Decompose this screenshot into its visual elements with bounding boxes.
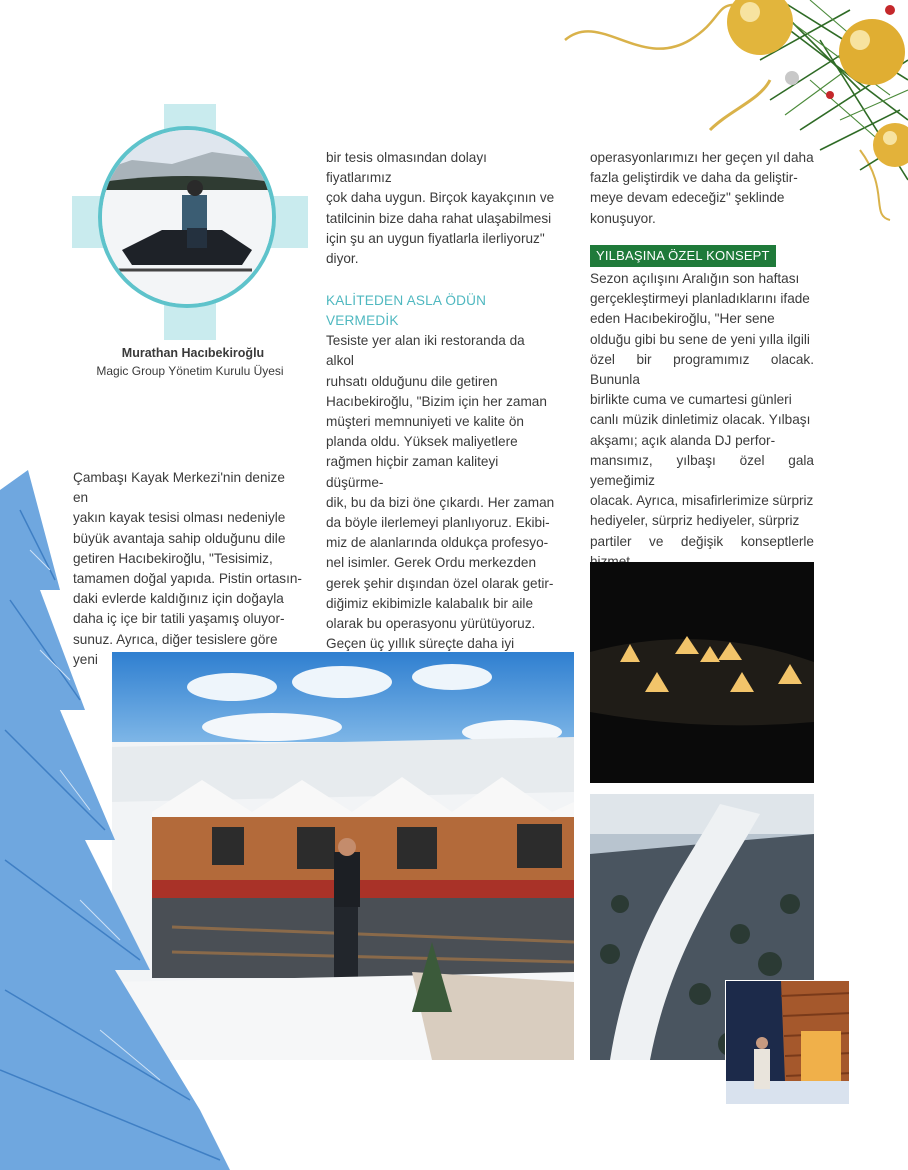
text-line: nel isimler. Gerek Ordu merkezden [326, 555, 537, 571]
text-line: diğimiz ekibimizle kalabalık bir aile [326, 595, 534, 611]
text-line: tamamen doğal yapıda. Pistin ortasın- [73, 571, 302, 587]
text-line: partiler ve değişik konseptlerle [590, 533, 814, 549]
text-line: getiren Hacıbekiroğlu, "Tesisimiz, [73, 550, 273, 566]
snowmobile-photo-illustration [102, 130, 272, 304]
text-line: gerçekleştirmeyi planladıklarını ifade [590, 291, 810, 307]
text-line: meye devam edeceğiz" şeklinde [590, 190, 785, 206]
text-line: olduğu gibi bu sene de yeni yılla ilgili [590, 331, 810, 347]
text-line: dik, bu da bizi öne çıkardı. Her zaman [326, 494, 555, 510]
guest-evening-photo [725, 980, 850, 1105]
text-line: rağmen hiçbir zaman kaliteyi düşürme- [326, 454, 499, 490]
text-line: fazla geliştirdik ve daha da geliştir- [590, 170, 798, 186]
text-line: daha iç içe bir tatili yaşamış oluyor- [73, 611, 285, 627]
profile-title: Magic Group Yönetim Kurulu Üyesi [96, 364, 284, 378]
night-cabins-photo [590, 562, 814, 783]
right-text-column [590, 148, 814, 592]
text-line: büyük avantaja sahip olduğunu dile [73, 530, 286, 546]
text-line: mansımız, yılbaşı özel gala yemeğimiz [590, 452, 814, 489]
text-line: ruhsatı olduğunu dile getiren [326, 373, 498, 389]
guest-evening-illustration [726, 981, 850, 1105]
text-line: operasyonlarımızı her geçen yıl daha [590, 150, 814, 165]
text-line: olarak bu operasyonu yürütüyoruz. [326, 616, 536, 632]
text-line: konuşuyor. [590, 210, 656, 226]
text-line: miz de alanlarında oldukça profesyo- [326, 535, 549, 551]
text-line: canlı müzik dinletimiz olacak. Yılbaşı [590, 412, 811, 428]
profile-photo [98, 126, 276, 308]
text-line: için şu an uygun fiyatlarla ilerliyoruz" [326, 230, 545, 246]
text-line: Geçen üç yıllık süreçte daha iyi [326, 636, 515, 652]
text-line: olacak. Ayrıca, misafirlerimize sürpriz [590, 493, 814, 509]
text-line: çok daha uygun. Birçok kayakçının ve [326, 190, 555, 206]
text-line: akşamı; açık alanda DJ perfor- [590, 432, 776, 448]
text-line: da böyle ilerlemeyi planlıyoruz. Ekibi- [326, 515, 550, 531]
night-cabins-illustration [590, 562, 814, 783]
text-line: özel bir programımız olacak. Bununla [590, 351, 814, 388]
text-line: bir tesis olmasından dolayı fiyatlarımız [326, 150, 487, 186]
text-line: planda oldu. Yüksek maliyetlere [326, 434, 518, 450]
text-line: tatilcinin bize daha rahat ulaşabilmesi [326, 210, 552, 226]
profile-name: Murathan Hacıbekiroğlu [121, 346, 265, 360]
text-line: Sezon açılışını Aralığın son haftası [590, 271, 800, 287]
text-line: daki evlerde kaldığınız için doğayla [73, 591, 284, 607]
text-line: müşteri memnuniyeti ve kalite ön [326, 414, 524, 430]
blue-christmas-tree-decoration [0, 470, 250, 1170]
text-line: sunuz. Ayrıca, diğer tesislere göre yeni [73, 631, 278, 667]
text-line: Çambaşı Kayak Merkezi'nin denize en [73, 470, 285, 506]
section-heading-new-year: YILBAŞINA ÖZEL KONSEPT [590, 245, 776, 267]
text-line: hediyeler, sürpriz hediyeler, sürpriz [590, 513, 800, 529]
text-line: eden Hacıbekiroğlu, "Her sene [590, 311, 775, 327]
text-line: gerek şehir dışından özel olarak getir- [326, 575, 554, 591]
text-line: birlikte cuma ve cumartesi günleri [590, 392, 792, 408]
text-line: Tesiste yer alan iki restoranda da alkol [326, 333, 525, 369]
text-line: Hacıbekiroğlu, "Bizim için her zaman [326, 393, 547, 409]
profile-badge [72, 104, 308, 340]
text-line: diyor. [326, 251, 359, 267]
text-line: yakın kayak tesisi olması nedeniyle [73, 510, 286, 526]
section-heading-quality: KALİTEDEN ASLA ÖDÜN VERMEDİK [326, 293, 487, 329]
